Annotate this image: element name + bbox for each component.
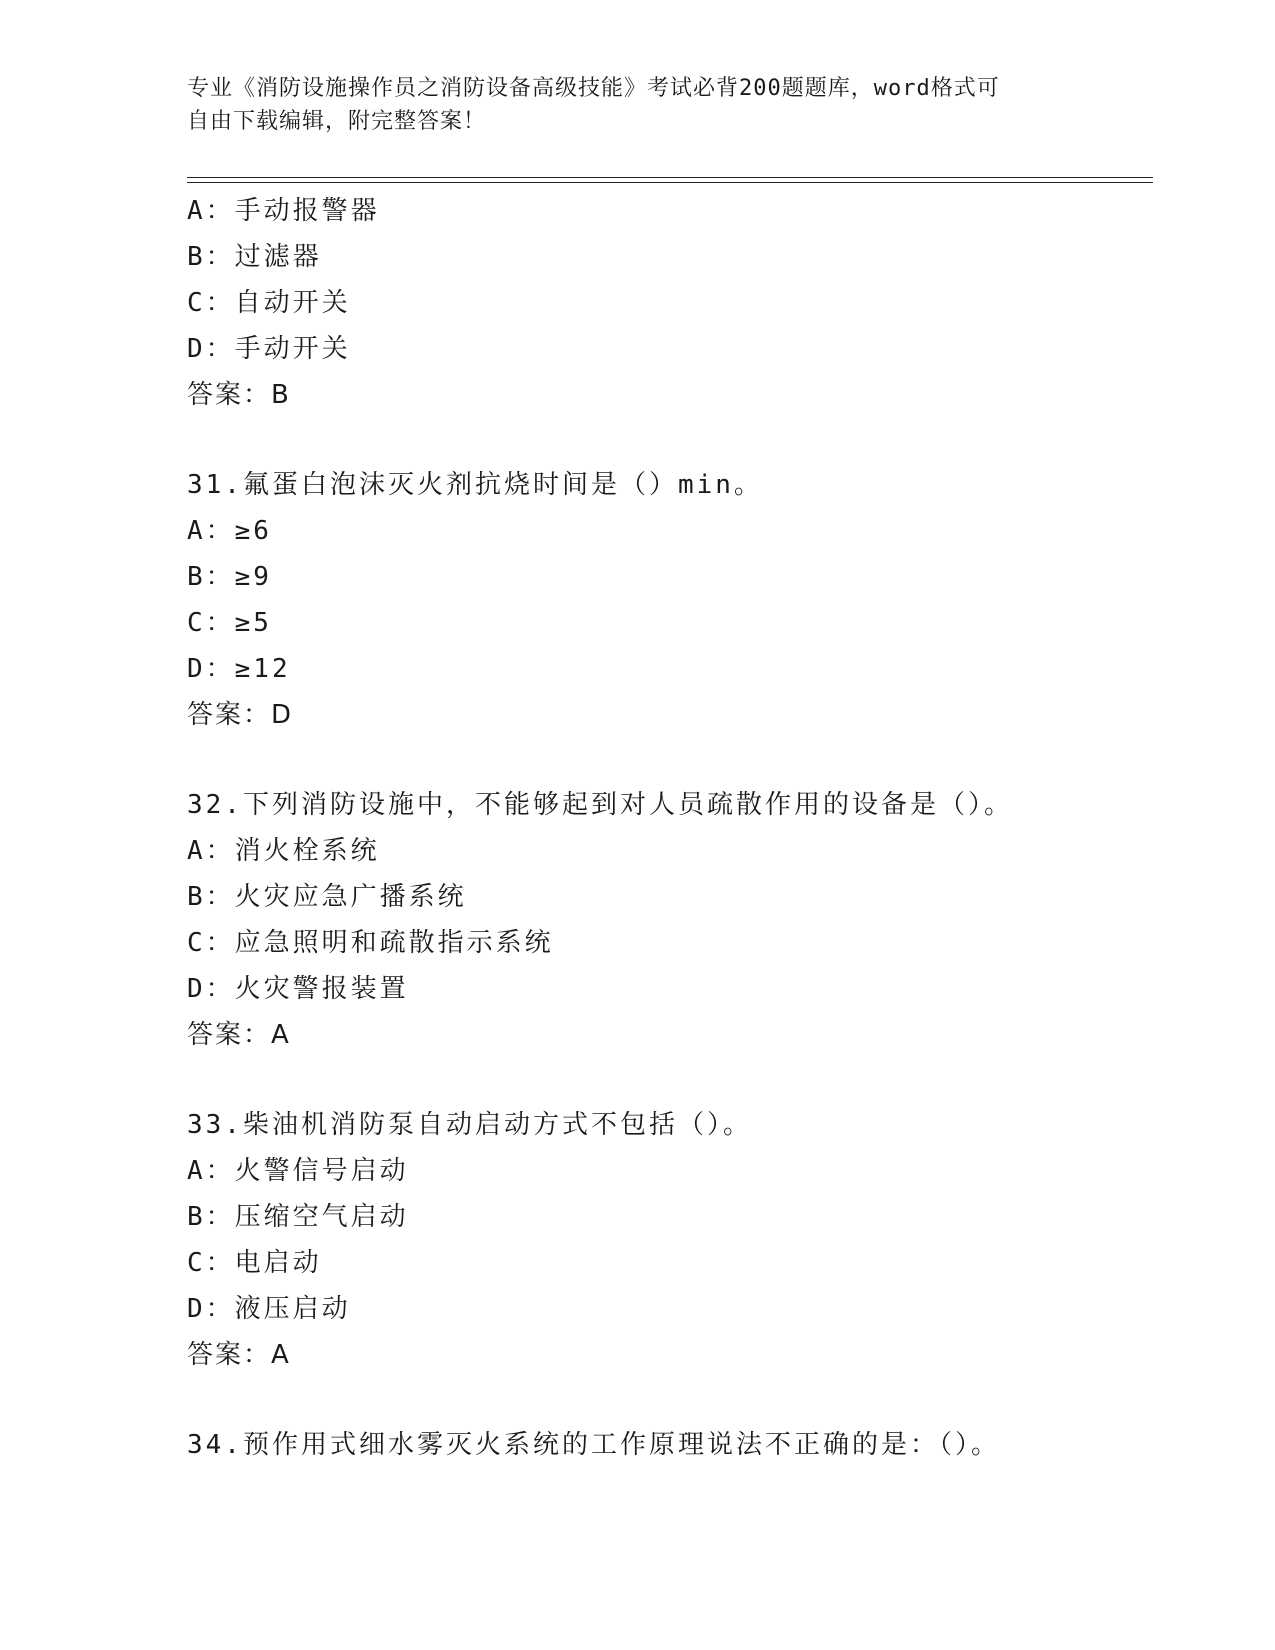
question-text: 32.下列消防设施中，不能够起到对人员疏散作用的设备是（）。 [187,790,1013,820]
question-block-34 [187,1422,1147,1468]
document-header [187,72,1067,138]
option-b: B：压缩空气启动 [187,1202,409,1232]
header-divider-bottom [187,182,1153,183]
question-text: 31.氟蛋白泡沫灭火剂抗烧时间是（）min。 [187,470,763,500]
answer: 答案：B [187,380,291,410]
option-a: A：≥6 [187,516,272,546]
option-d: D：≥12 [187,654,291,684]
question-block-32 [187,782,1147,1058]
option-d: D：手动开关 [187,334,351,364]
option-a: A：消火栓系统 [187,836,380,866]
option-d: D：火灾警报装置 [187,974,409,1004]
option-d: D：液压启动 [187,1294,351,1324]
answer: 答案：A [187,1340,291,1370]
answer: 答案：A [187,1020,291,1050]
header-line-2: 自由下载编辑，附完整答案！ [187,109,487,134]
option-c: C：自动开关 [187,288,351,318]
question-block-30 [187,188,1147,418]
option-b: B：火灾应急广播系统 [187,882,467,912]
option-c: C：≥5 [187,608,272,638]
option-b: B：过滤器 [187,242,322,272]
question-text: 34.预作用式细水雾灭火系统的工作原理说法不正确的是：（）。 [187,1430,1000,1460]
option-b: B：≥9 [187,562,272,592]
question-list [187,188,1147,1468]
option-c: C：应急照明和疏散指示系统 [187,928,554,958]
question-block-31 [187,462,1147,738]
question-text: 33.柴油机消防泵自动启动方式不包括（）。 [187,1110,752,1140]
option-c: C：电启动 [187,1248,322,1278]
option-a: A：火警信号启动 [187,1156,409,1186]
header-line-1: 专业《消防设施操作员之消防设备高级技能》考试必背200题题库，word格式可 [187,76,1000,101]
answer: 答案：D [187,700,294,730]
option-a: A：手动报警器 [187,196,380,226]
header-divider-top [187,177,1153,178]
question-block-33 [187,1102,1147,1378]
